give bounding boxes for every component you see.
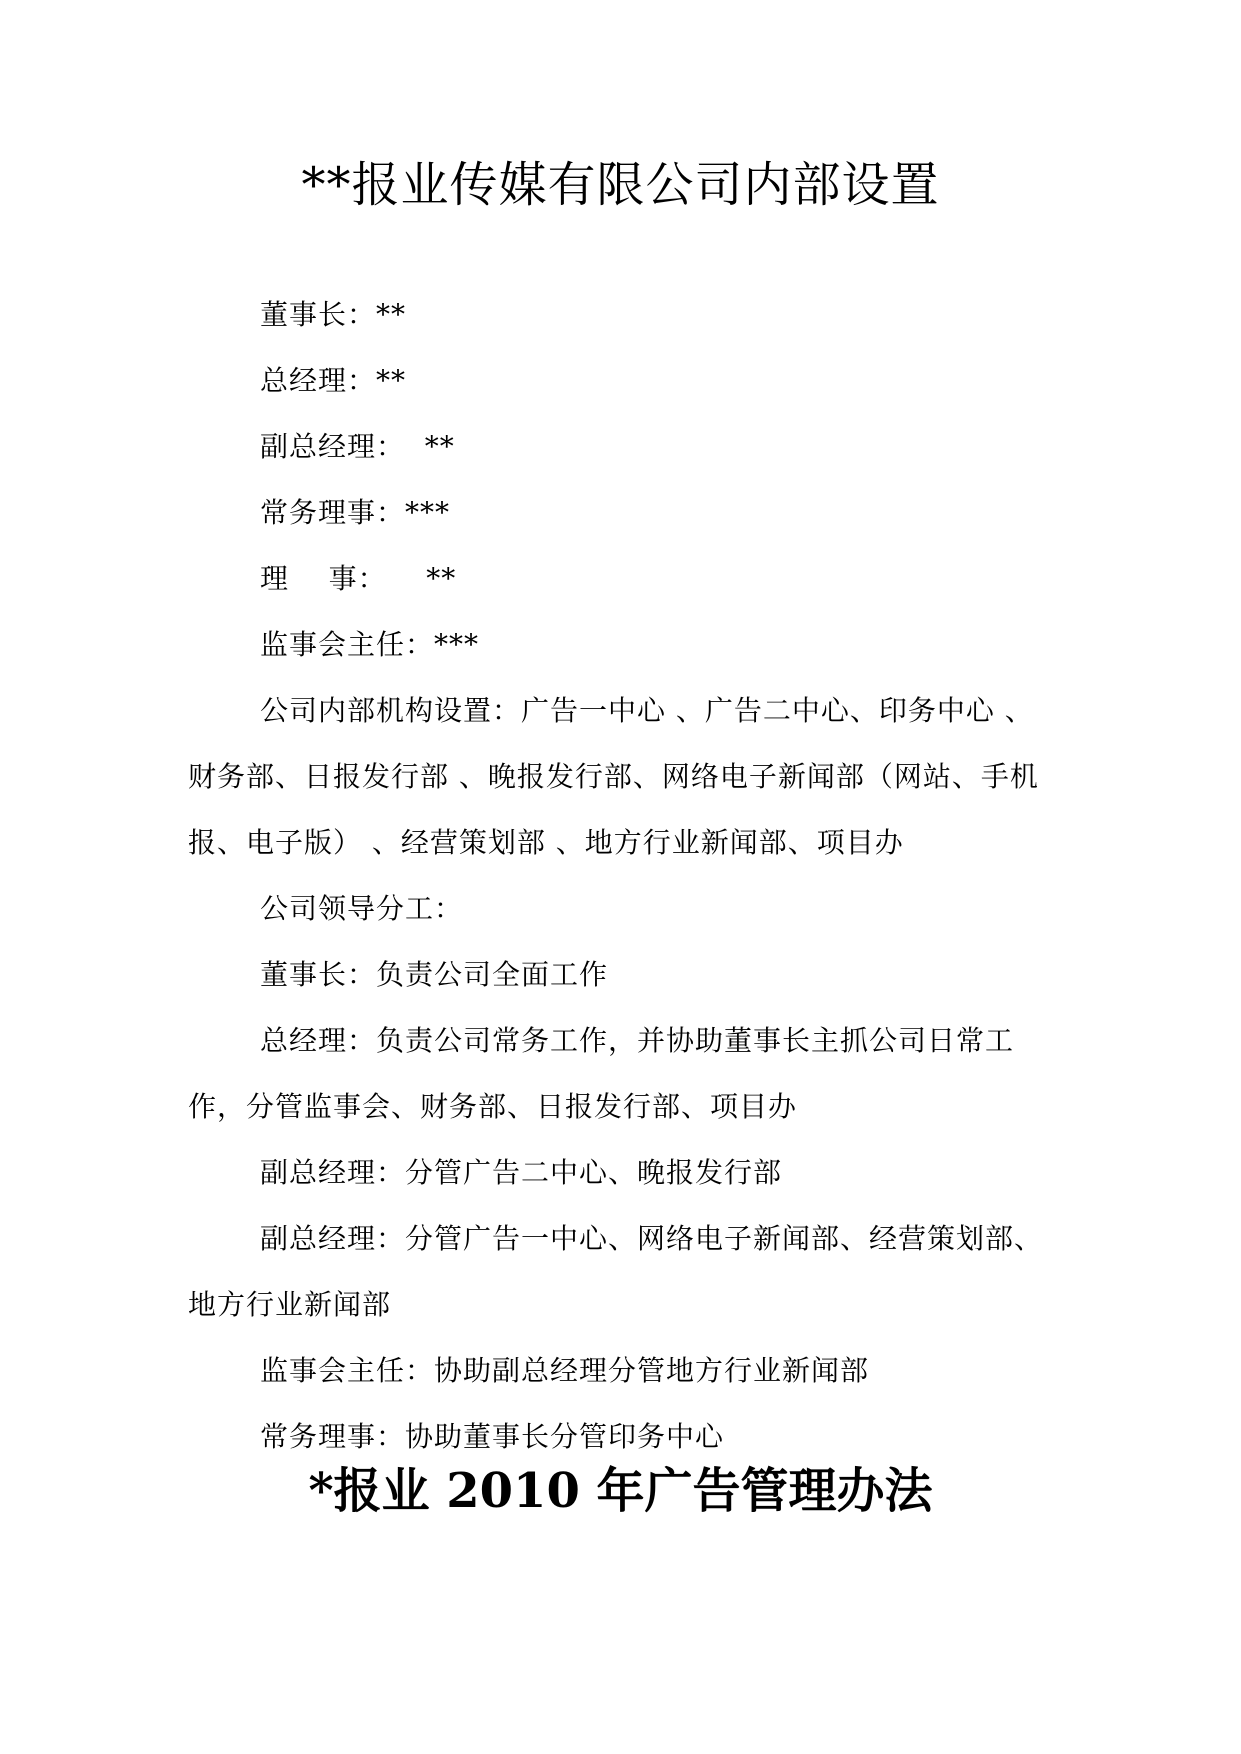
document-body — [188, 282, 1058, 1470]
paragraph-chairman-duty: 董事长：负责公司全面工作 — [260, 958, 609, 991]
paragraph-executive-director: 常务理事：*** — [260, 496, 451, 529]
paragraph-deputy-gm-duty-2: 副总经理：分管广告一中心、网络电子新闻部、经营策划部、地方行业新闻部 — [188, 1222, 1044, 1321]
paragraph-chairman: 董事长：** — [260, 298, 407, 331]
second-section-title: *报业 2010 年广告管理办法 — [308, 1463, 933, 1519]
paragraph-deputy-gm-duty-1: 副总经理：分管广告二中心、晚报发行部 — [260, 1156, 783, 1189]
paragraph-leadership-division-heading: 公司领导分工： — [260, 892, 464, 925]
paragraph-director: 理 事： ** — [260, 562, 457, 595]
paragraph-deputy-general-manager: 副总经理： ** — [260, 430, 455, 463]
document-title: **报业传媒有限公司内部设置 — [301, 157, 940, 213]
paragraph-supervisory-chair: 监事会主任：*** — [260, 628, 480, 661]
paragraph-general-manager-duty: 总经理：负责公司常务工作，并协助董事长主抓公司日常工作，分管监事会、财务部、日报发行部、项目办 — [188, 1024, 1015, 1123]
paragraph-executive-director-duty: 常务理事：协助董事长分管印务中心 — [260, 1420, 725, 1453]
paragraph-general-manager: 总经理：** — [260, 364, 407, 397]
paragraph-internal-departments: 公司内部机构设置：广告一中心 、广告二中心、印务中心 、财务部、日报发行部 、晚报发行部、网络电子新闻部（网站、手机报、电子版） 、经营策划部 、地方行业新闻部、项目办 — [188, 694, 1039, 859]
paragraph-supervisory-chair-duty: 监事会主任：协助副总经理分管地方行业新闻部 — [260, 1354, 870, 1387]
